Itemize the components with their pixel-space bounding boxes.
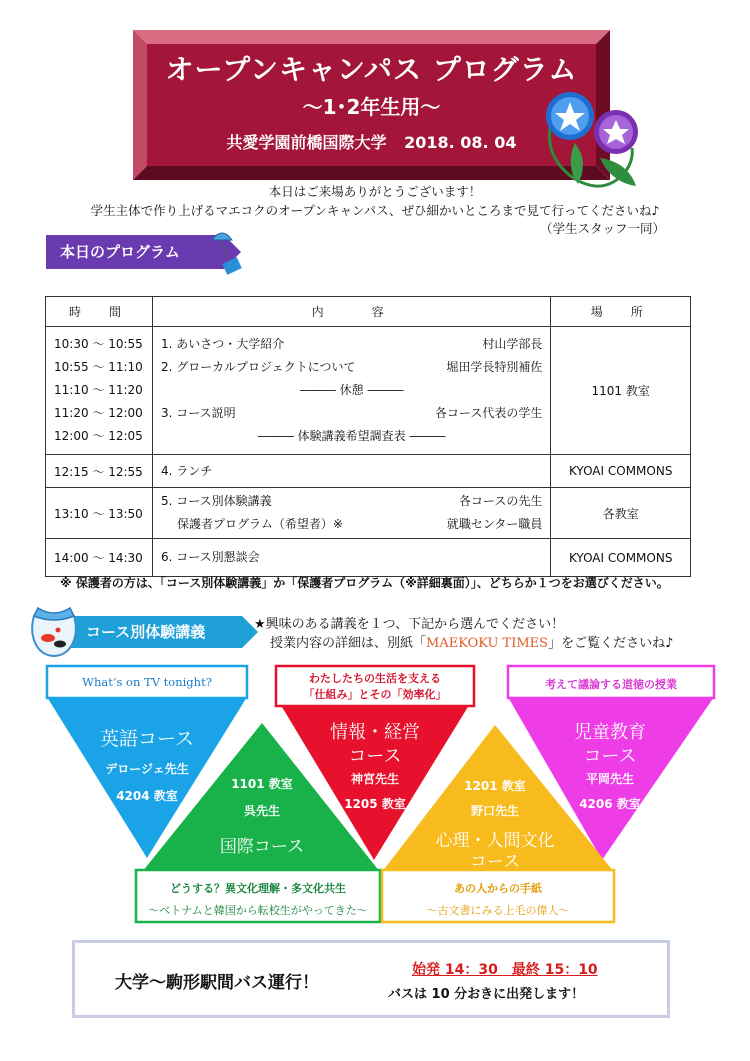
child-room: 4206 教室 bbox=[579, 797, 641, 811]
psych-course-name-2: コース bbox=[469, 852, 521, 872]
time-cell: 10:55 ～ 11:10 bbox=[54, 360, 143, 374]
bus-title: 大学～駒形駅間バス運行！ bbox=[115, 973, 319, 993]
place-cell: KYOAI COMMONS bbox=[551, 455, 691, 488]
program-item: 3. コース説明 各コース代表の学生 bbox=[160, 406, 543, 420]
time-cell: 11:10 ～ 11:20 bbox=[54, 383, 143, 397]
bus-times: 始発 14：30 最終 15：10 bbox=[412, 962, 598, 978]
time-cell: 12:15 ～ 12:55 bbox=[46, 455, 153, 488]
time-cell: 13:10 ～ 13:50 bbox=[46, 488, 153, 539]
signature-text: （学生スタッフ一同） bbox=[540, 221, 666, 236]
intl-teacher: 呉先生 bbox=[243, 804, 280, 818]
child-lecture-title: 考えて議論する道徳の授業 bbox=[545, 678, 677, 691]
guardian-note: ※ 保護者の方は、「コース別体験講義」か「保護者プログラム（※詳細裏面）」、どちらか１つをお選びください。 bbox=[60, 576, 669, 590]
break-line: ――― 休憩 ――― bbox=[299, 383, 404, 397]
maekoku-times-title: MAEKOKU TIMES bbox=[426, 636, 549, 651]
intro-text: 学生主体で作り上げるマエコクのオープンキャンパス、ぜひ細かいところまで見て行ってくださいね♪ bbox=[90, 203, 660, 218]
place-cell: 各教室 bbox=[551, 488, 691, 539]
english-teacher: デロージェ先生 bbox=[105, 762, 189, 776]
english-room: 4204 教室 bbox=[116, 789, 178, 803]
bus-frequency: バスは 10 分おきに出発します！ bbox=[388, 987, 585, 1002]
time-cell: 11:20 ～ 12:00 bbox=[54, 406, 143, 420]
intl-room: 1101 教室 bbox=[231, 777, 293, 791]
page-title: オープンキャンパス プログラム bbox=[165, 53, 578, 86]
table-row bbox=[46, 455, 691, 488]
program-item: 1. あいさつ・大学紹介 村山学部長 bbox=[160, 337, 543, 351]
page-subtitle: ～1･2年生用～ bbox=[302, 95, 441, 119]
time-cell: 10:30 ～ 10:55 bbox=[54, 337, 143, 351]
program-section-tag: 本日のプログラム bbox=[46, 235, 224, 269]
program-item: 2. グローカルプロジェクトについて 堀田学長特別補佐 bbox=[160, 360, 543, 374]
intl-lecture-title-1: どうする？異文化理解・多文化共生 bbox=[170, 882, 346, 895]
event-date: 2018. 08. 04 bbox=[404, 133, 517, 152]
title-banner bbox=[133, 30, 610, 180]
child-course-name-1: 児童教育 bbox=[574, 722, 646, 743]
program-item: 5. コース別体験講義 各コースの先生 bbox=[160, 494, 543, 508]
welcome-text: 本日はご来場ありがとうございます！ bbox=[268, 184, 482, 199]
survey-line: ――― 体験講義希望調査表 ――― bbox=[257, 429, 446, 443]
intl-lecture-title-2: ～ベトナムと韓国から転校生がやってきた～ bbox=[148, 904, 368, 917]
psych-lecture-title-1: あの人からの手紙 bbox=[454, 882, 542, 895]
program-item: 6. コース別懇談会 bbox=[160, 550, 260, 564]
info-lecture-title-1: わたしたちの生活を支える bbox=[309, 672, 441, 685]
place-cell: KYOAI COMMONS bbox=[551, 539, 691, 577]
time-cell: 12:00 ～ 12:05 bbox=[54, 429, 143, 443]
course-section-tag: コース別体験講義 bbox=[70, 616, 242, 648]
info-lecture-title-2: 「仕組み」とその「効率化」 bbox=[303, 688, 447, 701]
time-cell: 14:00 ～ 14:30 bbox=[46, 539, 153, 577]
header-content: 内 容 bbox=[152, 297, 550, 327]
organization-line bbox=[133, 130, 610, 153]
english-lecture-title: What’s on TV tonight? bbox=[82, 675, 212, 689]
child-teacher: 平岡先生 bbox=[585, 772, 634, 786]
table-header-row bbox=[46, 297, 691, 327]
header-place: 場 所 bbox=[551, 297, 691, 327]
intl-course-name: 国際コース bbox=[219, 837, 305, 857]
table-row bbox=[46, 327, 691, 455]
psych-course-name-1: 心理・人間文化 bbox=[435, 831, 555, 851]
course-instruction: ★興味のある講義を１つ、下記から選んでください！ bbox=[254, 617, 565, 632]
goldfish-bag-icon bbox=[28, 598, 80, 658]
program-item: 保護者プログラム（希望者）※ 就職センター職員 bbox=[176, 517, 543, 531]
course-detail-note: 授業内容の詳細は、別紙「MAEKOKU TIMES」をご覧くださいね♪ bbox=[270, 636, 674, 651]
table-row bbox=[46, 539, 691, 577]
program-item: 4. ランチ bbox=[160, 463, 213, 478]
wind-chime-icon bbox=[204, 226, 244, 276]
psych-teacher: 野口先生 bbox=[470, 804, 519, 818]
header-time: 時 間 bbox=[46, 297, 153, 327]
info-course-name-2: コース bbox=[348, 746, 402, 767]
morning-glory-icon bbox=[540, 88, 650, 193]
university-name: 共愛学園前橋国際大学 bbox=[226, 133, 387, 152]
table-row bbox=[46, 488, 691, 539]
info-course-name-1: 情報・経営 bbox=[330, 722, 420, 743]
bus-info-box bbox=[72, 940, 670, 1018]
child-course-name-2: コース bbox=[583, 746, 637, 767]
english-course-name: 英語コース bbox=[99, 728, 195, 750]
schedule-table bbox=[45, 296, 691, 577]
place-cell: 1101 教室 bbox=[551, 327, 691, 455]
info-teacher: 神宮先生 bbox=[350, 772, 399, 786]
psych-room: 1201 教室 bbox=[464, 779, 526, 793]
info-room: 1205 教室 bbox=[344, 797, 406, 811]
psych-lecture-title-2: ～古文書にみる上毛の偉人～ bbox=[426, 904, 570, 917]
